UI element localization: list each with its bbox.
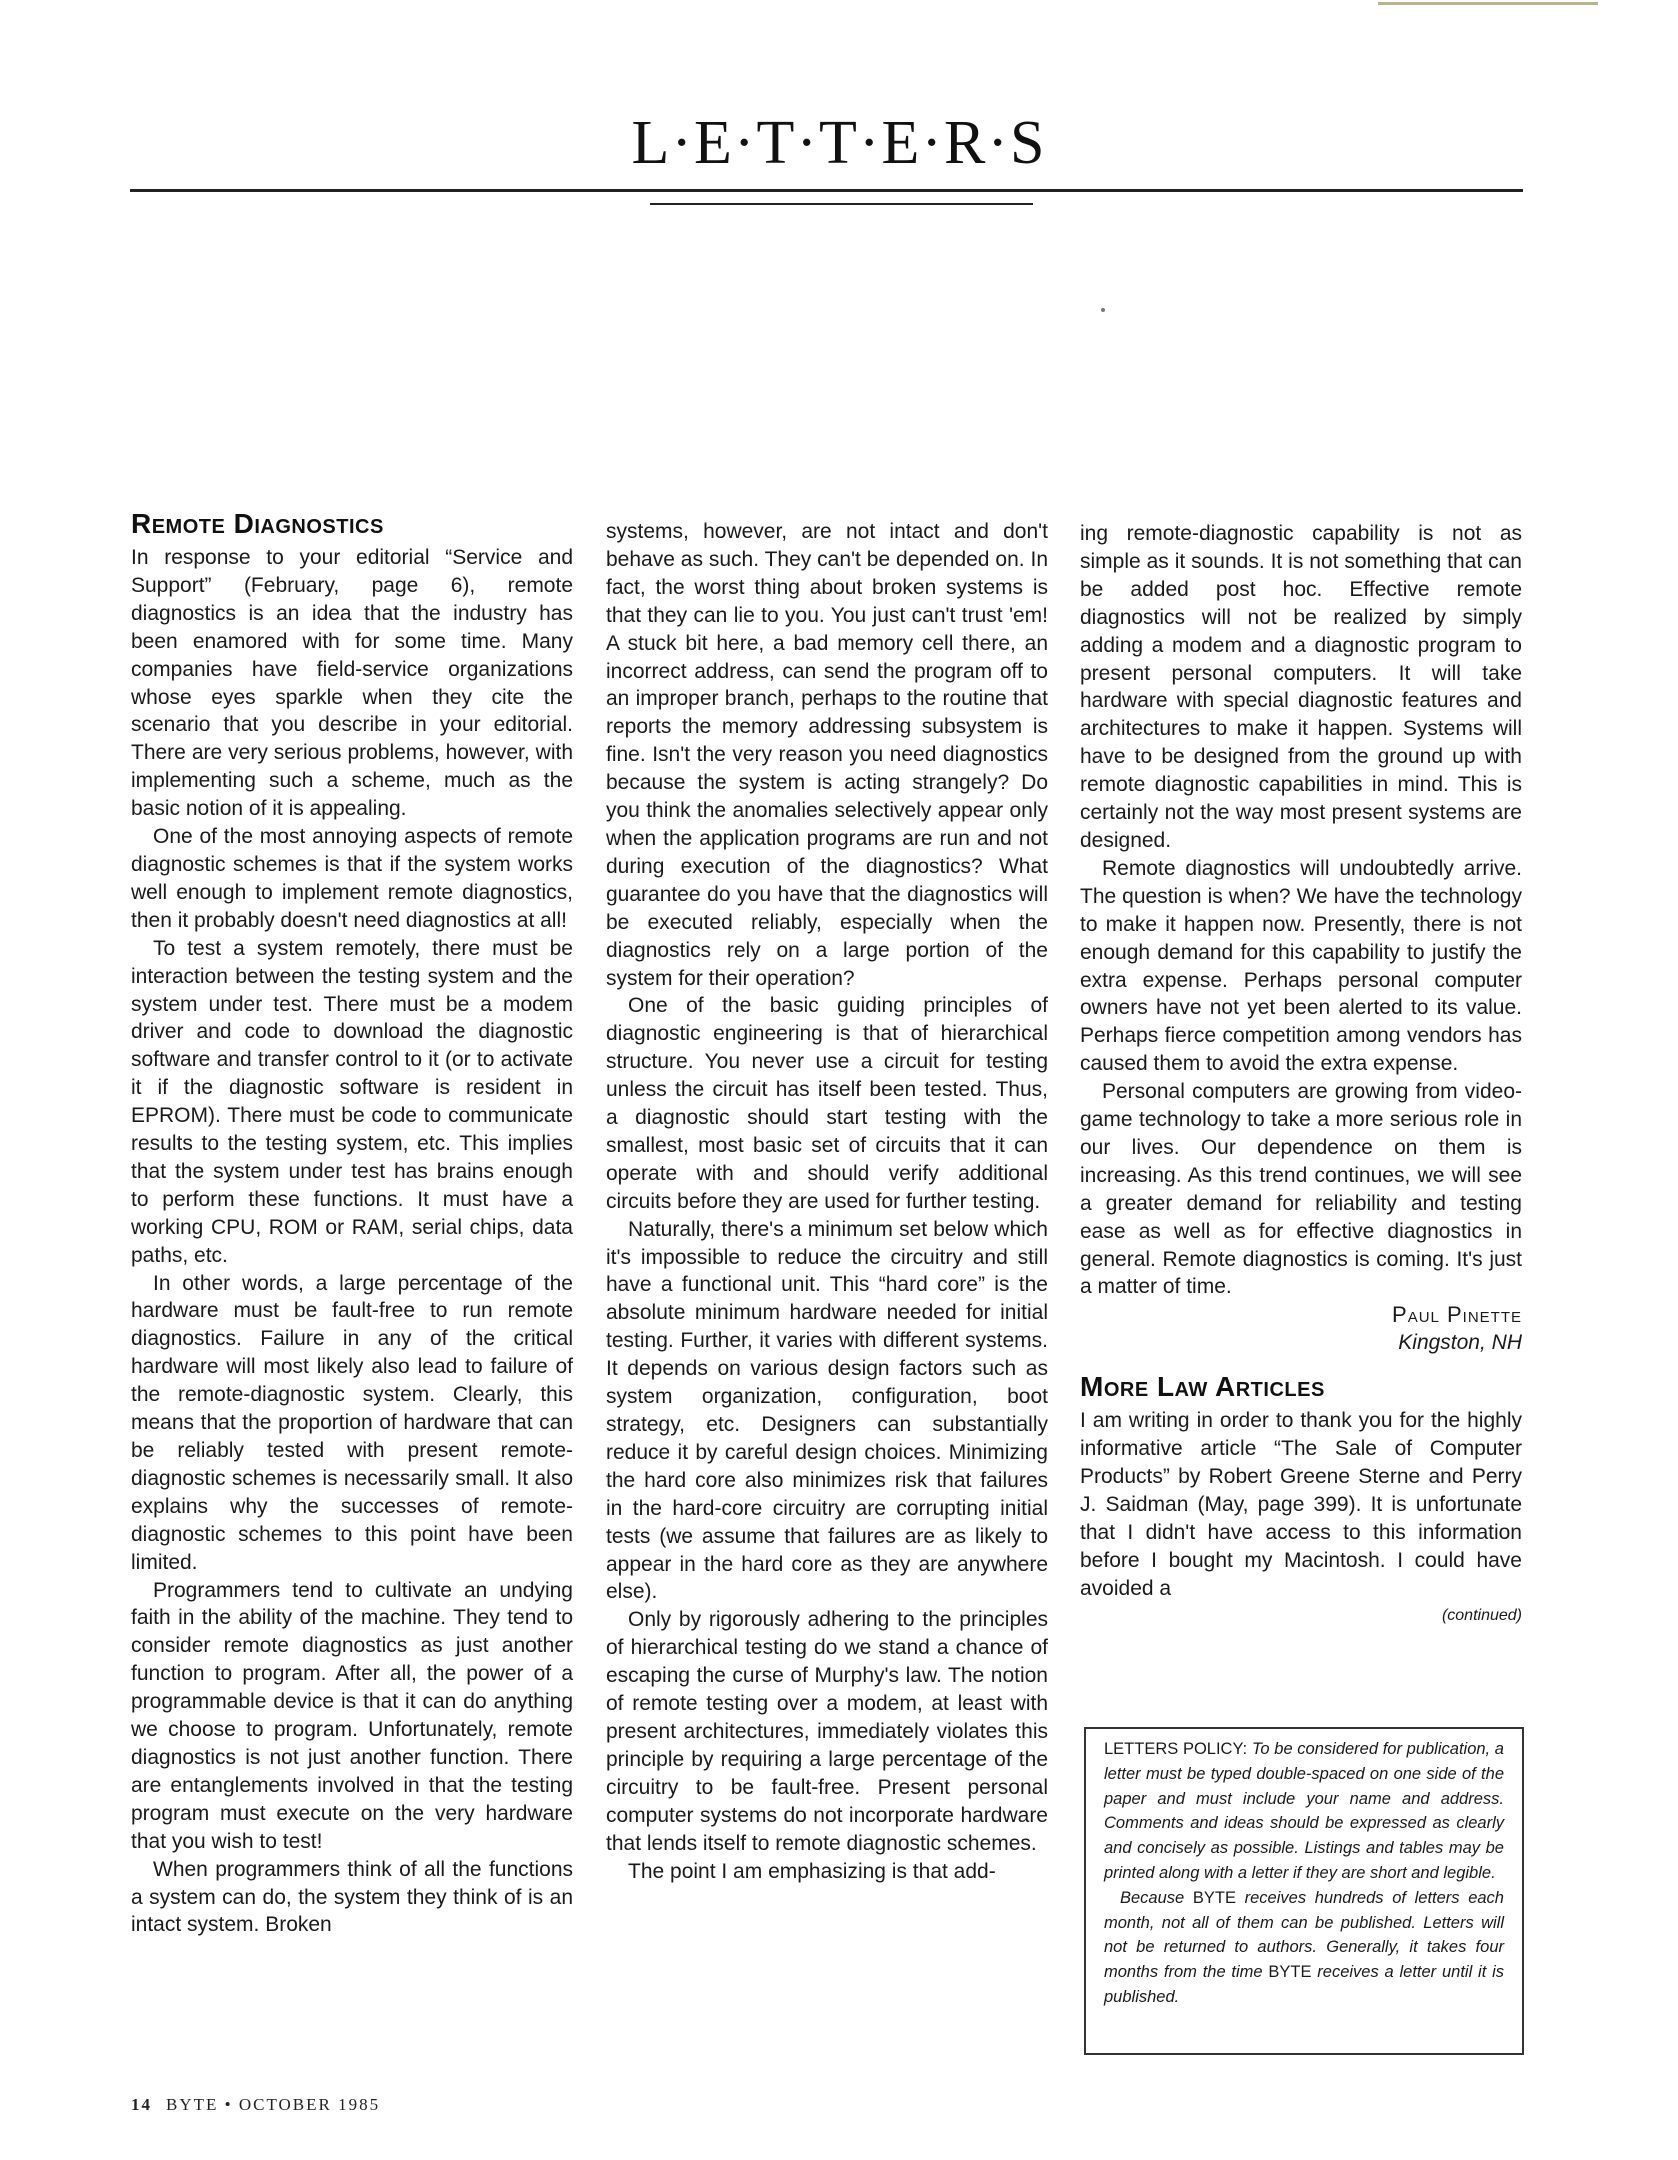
policy-text-2b: receives hundreds of letters each month, not all of them can be published. Letters will not be returned to authors. Generally, it takes four months from the time: [1104, 1888, 1504, 1982]
signature-place: Kingston, NH: [1398, 1331, 1522, 1355]
signature-name: Paul Pinette: [1392, 1302, 1522, 1328]
paragraph: When programmers think of all the functions a system can do, the system they think of is an intact system. Broken: [131, 1857, 573, 1937]
column-3: [1080, 520, 1522, 1627]
paragraph: To test a system remotely, there must be interaction between the testing system and the system under test. There must be a modem driver and code to download the diagnostic software and transfer control to it (or to activate it if the diagnostic software is resident in EPROM). There must be code to communicate results to the testing system, etc. This implies that the system under test has brains enough to perform these functions. It must have a working CPU, ROM or RAM, serial chips, data paths, etc.: [131, 936, 573, 1267]
paragraph: ing remote-diagnostic capability is not as simple as it sounds. It is not something that can be added post hoc. Effective remote diagnostics will not be realized by simply adding a modem and a diagnostic program to present personal computers. It will take hardware with special diagnostic features and architectures to make it happen. Systems will have to be designed from the ground up with remote diagnostic capabilities in mind. This is certainly not the way most present systems are designed.: [1080, 522, 1522, 852]
letters-policy-box: [1084, 1727, 1524, 2055]
policy-label: LETTERS POLICY:: [1104, 1740, 1248, 1758]
paragraph: Only by rigorously adhering to the principles of hierarchical testing do we stand a chance of escaping the curse of Murphy's law. The notion of remote testing over a modem, at least with present architectures, immediately violates this principle by requiring a large percentage of the circuitry to be fault-free. Present personal computer systems do not incorporate hardware that lends itself to remote diagnostic schemes.: [606, 1608, 1048, 1855]
paragraph: In response to your editorial “Service and Support” (February, page 6), remote diagnostics is an idea that the industry has been enamored with for some time. Many companies have field-service organizations whose eyes sparkle when they cite the scenario that you describe in your editorial. There are very serious problems, however, with implementing such a scheme, much as the basic notion of it is appealing.: [131, 546, 573, 821]
paragraph: Remote diagnostics will undoubtedly arrive. The question is when? We have the technology to make it happen now. Presently, there is not enough demand for this capability to justify the extra expense. Perhaps personal computer owners have not yet been alerted to its value. Perhaps fierce competition among vendors has caused them to avoid the extra expense.: [1080, 856, 1522, 1076]
signature-block: [1080, 1301, 1522, 1357]
paragraph: Naturally, there's a minimum set below which it's impossible to reduce the circuitry and still have a functional unit. This “hard core” is the absolute minimum hardware needed for initial testing. Further, it varies with different systems. It depends on various design factors such as system organization, configuration, boot strategy, etc. Designers can substantially reduce it by careful design choices. Minimizing the hard core also minimizes risk that failures in the hard-core circuitry are corrupting initial tests (we assume that failures are as likely to appear in the hard core as they are anywhere else).: [606, 1217, 1048, 1604]
policy-text-2c: receives a letter until it is published.: [1104, 1963, 1504, 2006]
paragraph: systems, however, are not intact and don't behave as such. They can't be depended on. In fact, the worst thing about broken systems is that they can lie to you. You just can't trust 'em! A stuck bit here, a bad memory cell there, an incorrect address, can send the program off to an improper branch, perhaps to the routine that reports the memory addressing subsystem is fine. Isn't the very reason you need diagnostics because the system is acting strangely? Do you think the anomalies selectively appear only when the application programs are run and not during execution of the diagnostics? What guarantee do you have that the diagnostics will be executed reliably, especially when the diagnostics rely on a large portion of the system for their operation?: [606, 520, 1048, 990]
paragraph: Programmers tend to cultivate an undying faith in the ability of the machine. They tend to consider remote diagnostics as just another function to program. After all, the power of a programmable device is that it can do anything we choose to program. Unfortunately, remote diagnostics is not just another function. There are entanglements involved in that the testing program must execute on the very hardware that you wish to test!: [131, 1578, 573, 1853]
print-speck: [1101, 308, 1105, 312]
continued-note: (continued): [1441, 1606, 1522, 1624]
policy-text-1: To be considered for publication, a letter must be typed double-spaced on one side of the paper and must include your name and address. Comments and ideas should be expressed as clearly and concisely as possible. Listings and tables may be printed along with a letter if they are short and legible.: [1104, 1740, 1504, 1882]
policy-text-2a: Because: [1120, 1888, 1185, 1907]
paragraph: Personal computers are growing from video-game technology to take a more serious role in our lives. Our dependence on them is increasing. As this trend continues, we will see a greater demand for reliability and testing ease as well as for effective diagnostics in general. Remote diagnostics is coming. It's just a matter of time.: [1080, 1080, 1522, 1299]
page-number: 14: [131, 2095, 152, 2114]
paragraph: One of the most annoying aspects of remote diagnostic schemes is that if the system works well enough to implement remote diagnostics, then it probably doesn't need diagnostics at all!: [131, 825, 573, 932]
page-footer: [131, 2095, 380, 2115]
letter-heading-remote-diagnostics: Remote Diagnostics: [131, 508, 384, 539]
letter-heading-more-law-articles: More Law Articles: [1080, 1371, 1325, 1403]
column-1: [131, 506, 573, 1939]
policy-brand: BYTE: [1268, 1963, 1312, 1982]
paragraph: In other words, a large percentage of the hardware must be fault-free to run remote diagnostics. Failure in any of the critical hardware will most likely also lead to failure of the remote-diagnostic system. Clearly, this means that the proportion of hardware that can be reliably tested with present remote-diagnostic schemes is necessarily small. It also explains why the successes of remote-diagnostic schemes to this point have been limited.: [131, 1271, 573, 1574]
title-rule-thick: [130, 189, 1523, 192]
column-2: [606, 518, 1048, 1885]
title-rule-short: [650, 203, 1033, 205]
top-edge-line: [1378, 2, 1598, 5]
publication-line: BYTE • OCTOBER 1985: [166, 2095, 381, 2114]
paragraph: I am writing in order to thank you for the highly informative article “The Sale of Computer Products” by Robert Greene Sterne and Perry J. Saidman (May, page 399). It is unfortunate that I didn't have access to this information before I bought my Macintosh. I could have avoided a: [1080, 1409, 1522, 1600]
paragraph: The point I am emphasizing is that add-: [628, 1859, 996, 1883]
section-title: L·E·T·T·E·R·S: [631, 109, 1047, 177]
policy-brand: BYTE: [1192, 1888, 1236, 1907]
paragraph: One of the basic guiding principles of diagnostic engineering is that of hierarchical structure. You never use a circuit for testing unless the circuit has itself been tested. Thus, a diagnostic should start testing with the smallest, most basic set of circuits that it can operate with and should verify additional circuits before they are used for further testing.: [606, 994, 1048, 1213]
